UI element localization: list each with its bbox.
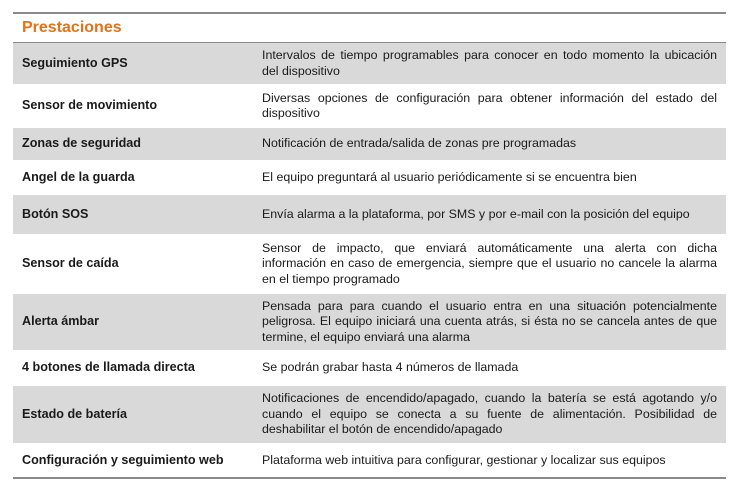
feature-description: Notificaciones de encendido/apagado, cuando la batería se está agotando y/o cuando el equipo se conecta a su fuente de alimentación. Posibilidad de deshabilitar el botón de encendido/apagado xyxy=(253,385,726,444)
feature-name: Configuración y seguimiento web xyxy=(13,444,253,478)
section-title: Prestaciones xyxy=(22,19,122,36)
feature-description: Notificación de entrada/salida de zonas pre programadas xyxy=(253,127,726,161)
feature-name: Sensor de caída xyxy=(13,235,253,293)
feature-description: Sensor de impacto, que enviará automáticamente una alerta con dicha información en caso de emergencia, siempre que el usuario no cancele la alarma en el tiempo programado xyxy=(253,235,726,293)
feature-name: Botón SOS xyxy=(13,194,253,235)
table-row xyxy=(13,85,726,127)
feature-name: Zonas de seguridad xyxy=(13,127,253,161)
title-bar xyxy=(13,12,726,43)
table-row xyxy=(13,385,726,444)
feature-name: 4 botones de llamada directa xyxy=(13,351,253,385)
table-row xyxy=(13,127,726,161)
feature-description: Envía alarma a la plataforma, por SMS y por e-mail con la posición del equipo xyxy=(253,194,726,235)
table-row xyxy=(13,293,726,351)
table-row xyxy=(13,161,726,194)
feature-name: Alerta ámbar xyxy=(13,293,253,351)
feature-name: Angel de la guarda xyxy=(13,161,253,194)
feature-name: Sensor de movimiento xyxy=(13,85,253,127)
feature-description: Plataforma web intuitiva para configurar, gestionar y localizar sus equipos xyxy=(253,444,726,478)
feature-name: Seguimiento GPS xyxy=(13,43,253,85)
table-row xyxy=(13,43,726,85)
table-row xyxy=(13,194,726,235)
table-row xyxy=(13,444,726,478)
feature-description: Intervalos de tiempo programables para conocer en todo momento la ubicación del dispositivo xyxy=(253,43,726,85)
features-table xyxy=(13,43,726,479)
feature-description: El equipo preguntará al usuario periódicamente si se encuentra bien xyxy=(253,161,726,194)
table-row xyxy=(13,235,726,293)
feature-name: Estado de batería xyxy=(13,385,253,444)
features-panel xyxy=(13,12,726,479)
table-row xyxy=(13,351,726,385)
feature-description: Pensada para para cuando el usuario entra en una situación potencialmente peligrosa. El equipo iniciará una cuenta atrás, si ésta no se cancela antes de que termine, el equipo enviará una alarma xyxy=(253,293,726,351)
feature-description: Se podrán grabar hasta 4 números de llamada xyxy=(253,351,726,385)
feature-description: Diversas opciones de configuración para obtener información del estado del dispositivo xyxy=(253,85,726,127)
